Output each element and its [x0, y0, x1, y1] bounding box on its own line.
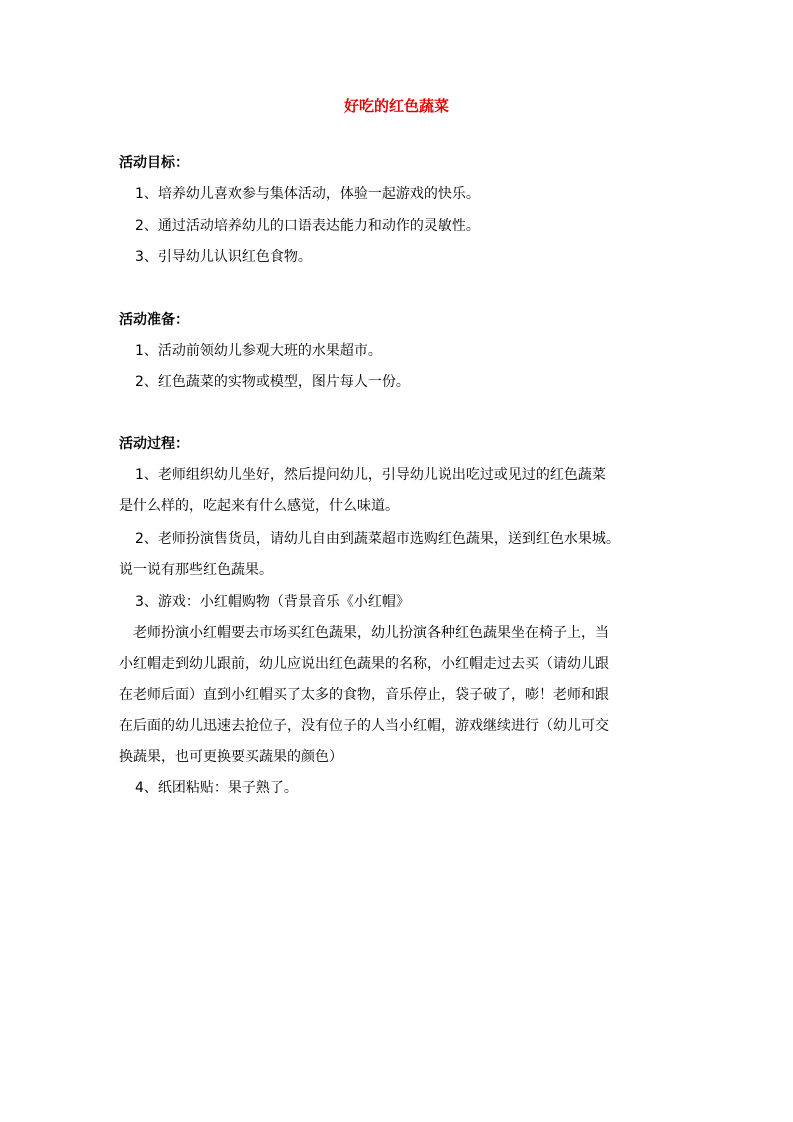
- goals-item: 3、引导幼儿认识红色食物。: [135, 249, 312, 265]
- process-line: 老师扮演小红帽要去市场买红色蔬果，幼儿扮演各种红色蔬果坐在椅子上，当: [133, 625, 609, 641]
- process-line: 小红帽走到幼儿跟前，幼儿应说出红色蔬果的名称，小红帽走过去买（请幼儿跟: [119, 656, 609, 672]
- goals-heading: 活动目标：: [119, 155, 189, 171]
- process-line: 在后面的幼儿迅速去抢位子，没有位子的人当小红帽，游戏继续进行（幼儿可交: [119, 718, 609, 734]
- process-heading: 活动过程：: [119, 436, 189, 452]
- process-line: 1、老师组织幼儿坐好，然后提问幼儿，引导幼儿说出吃过或见过的红色蔬菜: [135, 467, 606, 483]
- preparation-item: 1、活动前领幼儿参观大班的水果超市。: [135, 343, 382, 359]
- process-line: 换蔬果，也可更换要买蔬果的颜色）: [119, 749, 343, 765]
- goals-item: 1、培养幼儿喜欢参与集体活动，体验一起游戏的快乐。: [135, 186, 480, 202]
- document-title: 好吃的红色蔬菜: [343, 97, 449, 115]
- goals-item: 2、通过活动培养幼儿的口语表达能力和动作的灵敏性。: [135, 218, 480, 234]
- preparation-item: 2、红色蔬菜的实物或模型，图片每人一份。: [135, 374, 410, 390]
- process-line: 在老师后面）直到小红帽买了太多的食物，音乐停止，袋子破了，嘭！老师和跟: [119, 687, 609, 703]
- process-line: 3、游戏：小红帽购物（背景音乐《小红帽》: [135, 594, 410, 610]
- process-line: 说一说有那些红色蔬果。: [119, 562, 273, 578]
- process-line: 2、老师扮演售货员，请幼儿自由到蔬菜超市选购红色蔬果，送到红色水果城。: [135, 531, 620, 547]
- preparation-heading: 活动准备：: [119, 312, 189, 328]
- process-line: 4、纸团粘贴：果子熟了。: [135, 780, 298, 796]
- process-line: 是什么样的，吃起来有什么感觉，什么味道。: [119, 498, 399, 514]
